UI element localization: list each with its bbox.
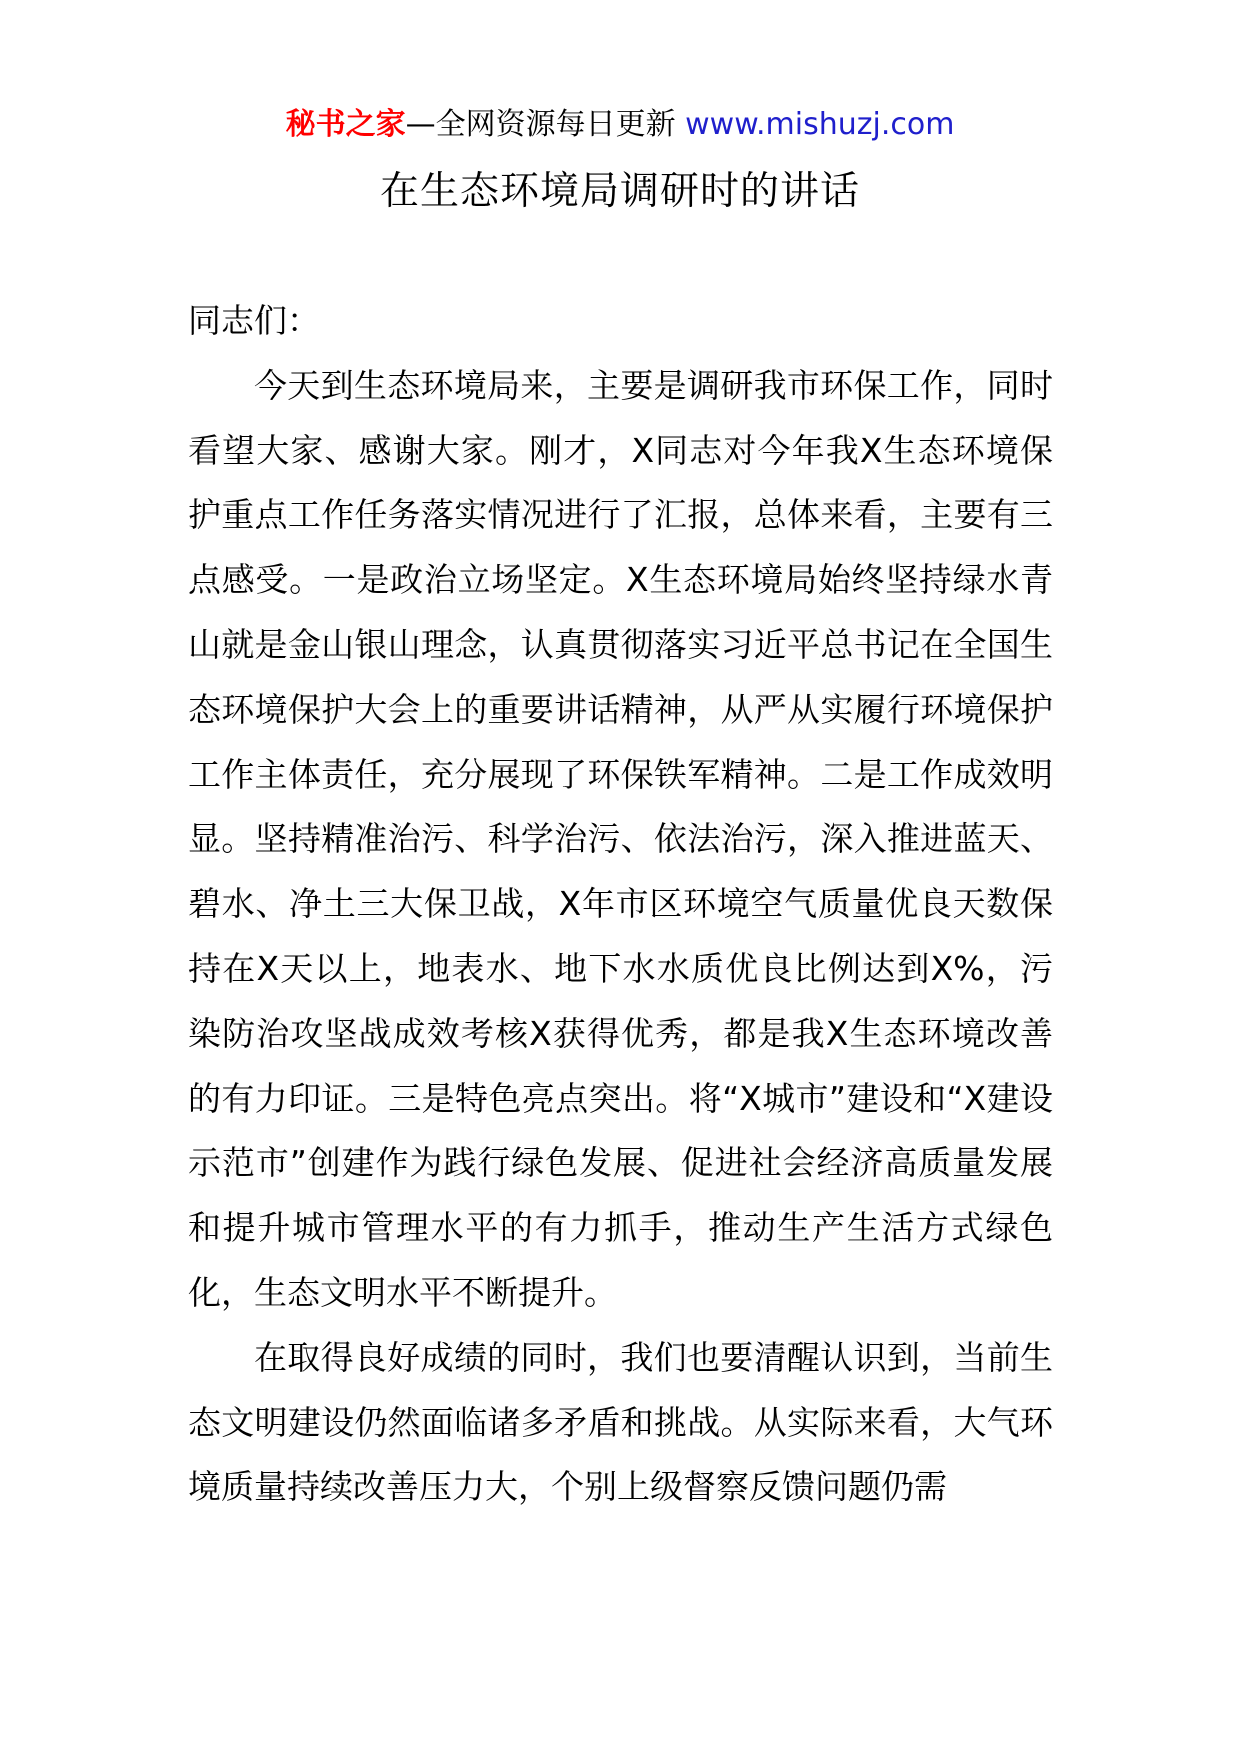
paragraph-1: 今天到生态环境局来，主要是调研我市环保工作，同时看望大家、感谢大家。刚才，X同志对今年我X生态环境保护重点工作任务落实情况进行了汇报，总体来看，主要有三点感受。一是政治立场坚定。X生态环境局始终坚持绿水青山就是金山银山理念，认真贯彻落实习近平总书记在全国生态环境保护大会上的重要讲话精神，从严从实履行环境保护工作主体责任，充分展现了环保铁军精神。二是工作成效明显。坚持精准治污、科学治污、依法治污，深入推进蓝天、碧水、净土三大保卫战，X年市区环境空气质量优良天数保持在X天以上，地表水、地下水水质优良比例达到X%，污染防治攻坚战成效考核X获得优秀，都是我X生态环境改善的有力印证。三是特色亮点突出。将“X城市”建设和“X建设示范市”创建作为践行绿色发展、促进社会经济高质量发展和提升城市管理水平的有力抓手，推动生产生活方式绿色化，生态文明水平不断提升。 (188, 365, 1053, 1312)
salutation: 同志们： (188, 301, 320, 340)
site-slogan: —全网资源每日更新 (405, 107, 686, 142)
document-body (188, 289, 1053, 1520)
document-title: 在生态环境局调研时的讲话 (379, 169, 860, 214)
site-url[interactable]: www.mishuzj.com (685, 107, 955, 142)
site-brand: 秘书之家 (285, 107, 406, 142)
paragraph-2: 在取得良好成绩的同时，我们也要清醒认识到，当前生态文明建设仍然面临诸多矛盾和挑战。从实际来看，大气环境质量持续改善压力大，个别上级督察反馈问题仍需 (188, 1337, 1053, 1507)
site-header (0, 100, 1240, 150)
